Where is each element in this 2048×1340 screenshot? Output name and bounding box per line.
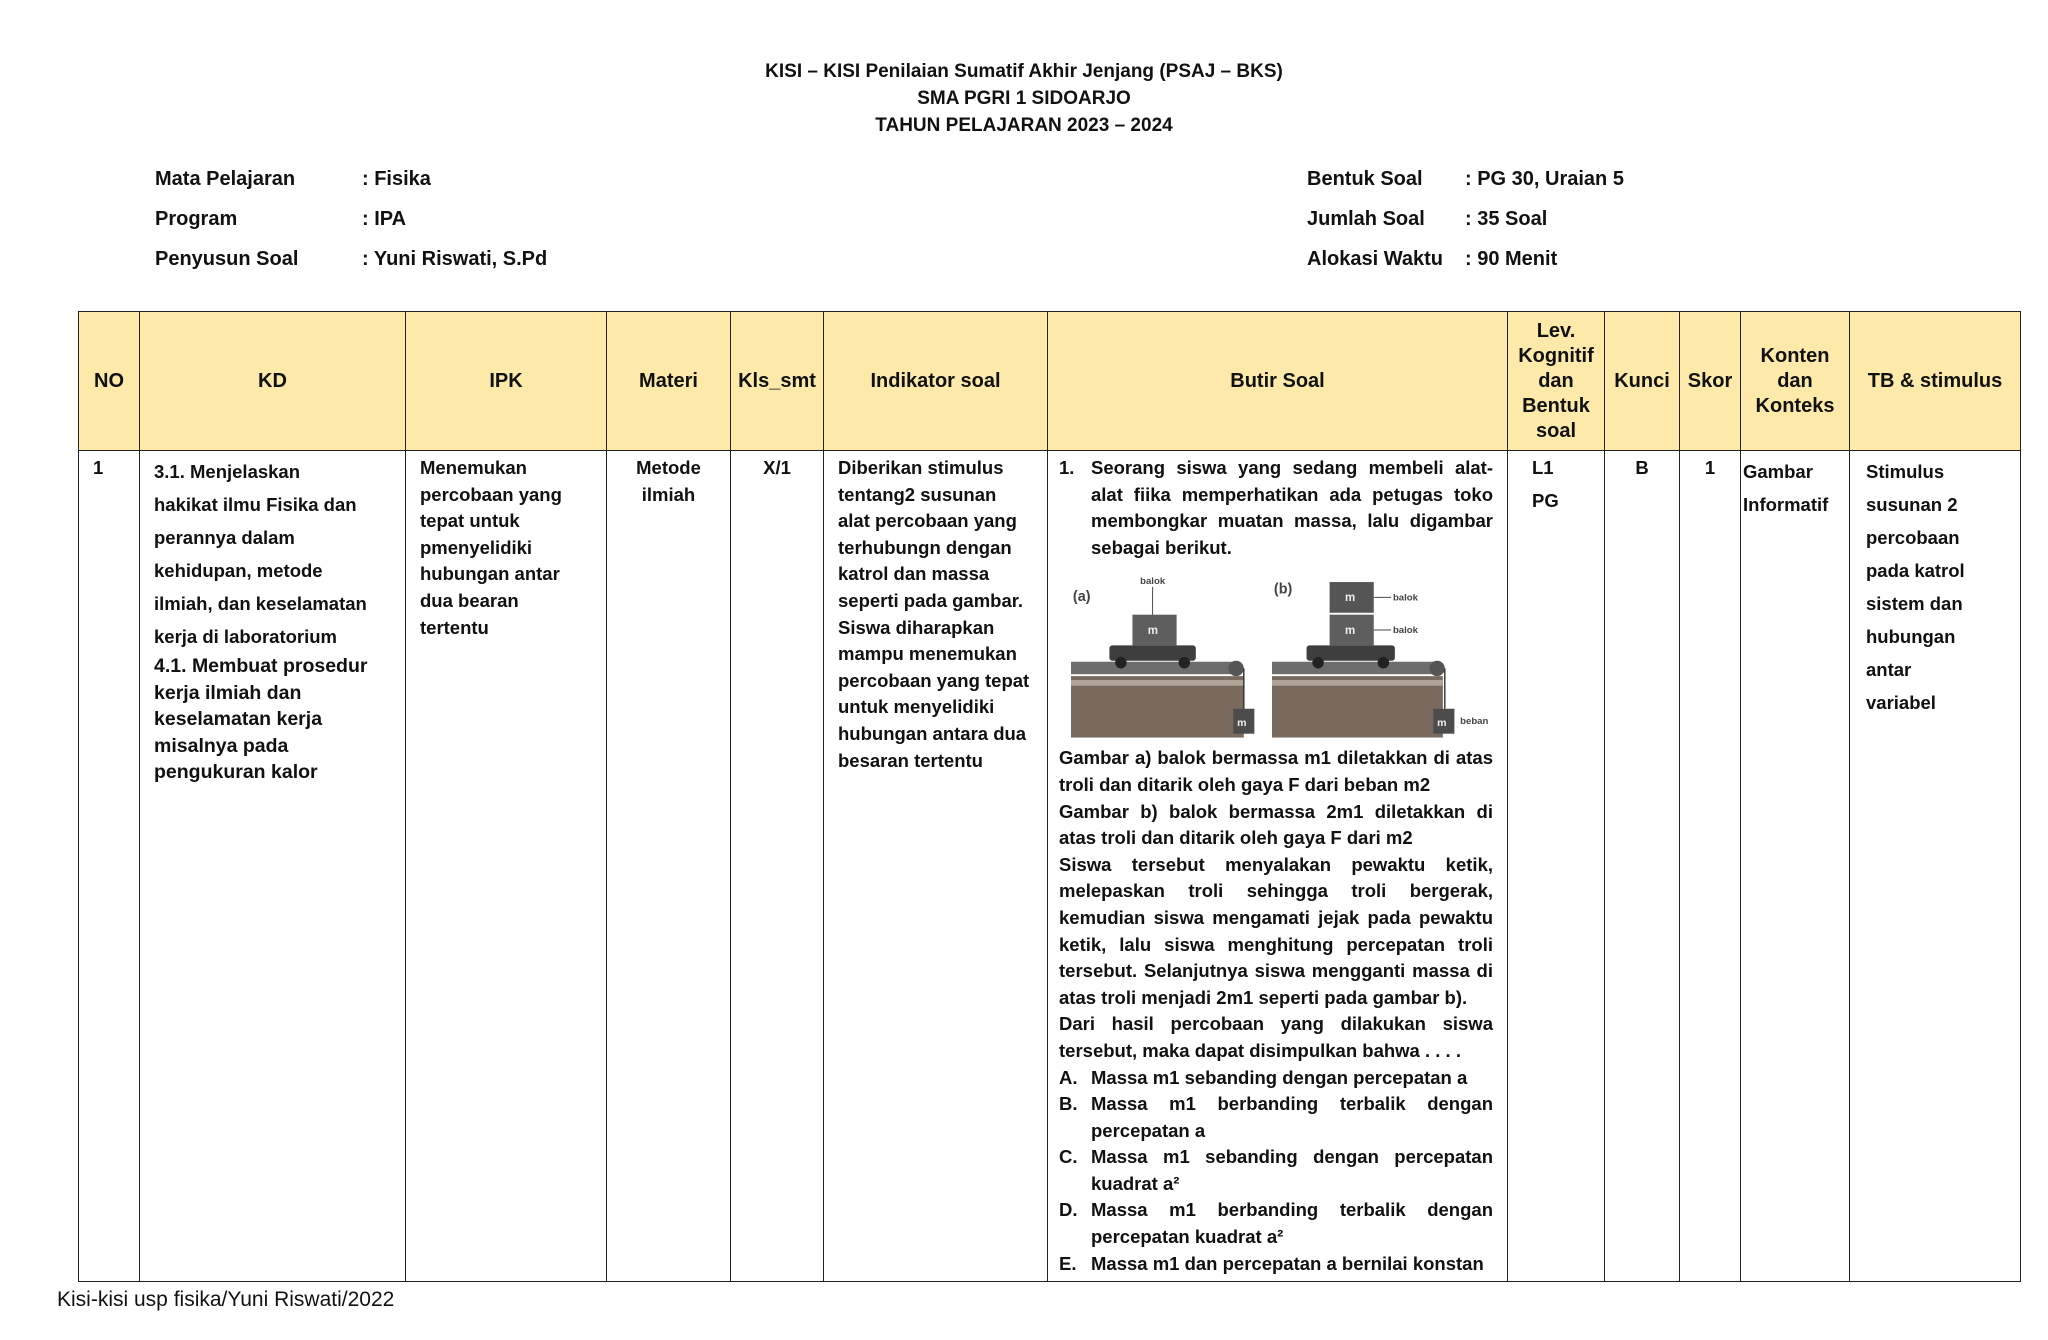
header-skor: Skor [1680,312,1741,451]
option-letter: B. [1059,1093,1078,1115]
figure-b-m1-lower-label: m [1345,625,1356,638]
kd-4-1: 4.1. Membuat prosedur kerja ilmiah dan keselamatan kerja misalnya pada pengukuran kalor [154,655,368,784]
lev-bentuk: PG [1532,489,1559,511]
figure-b-m2-label: m [1437,717,1447,730]
cell-materi: Metode ilmiah [607,451,731,1282]
question-intro-text: Seorang siswa yang sedang membeli alat-alat fiika memperhatikan ada petugas toko membongkar muatan massa, lalu digambar sebagai berikut. [1091,457,1493,558]
info-value-program: : IPA [362,208,407,230]
tb-line: sistem dan [1866,593,1963,614]
cell-kls-smt: X/1 [731,451,824,1282]
cell-no: 1 [79,451,140,1282]
figure-a [1071,569,1258,741]
header-lev-line: dan [1538,369,1574,392]
option-text: Massa m1 sebanding dengan percepatan a [1091,1066,1468,1088]
header-lev-line: Bentuk [1522,394,1590,417]
option-e [1059,1251,1493,1278]
figure-b-label: (b) [1274,581,1293,598]
caption-b: Gambar b) balok bermassa 2m1 diletakkan di atas troli dan ditarik oleh gaya F dari m2 [1059,800,1493,849]
figure-b-balok-upper-label: balok [1393,592,1419,604]
info-value-bentuk: : PG 30, Uraian 5 [1465,168,1624,190]
info-label-alokasi: Alokasi Waktu [1307,248,1443,270]
figure-a-m2-label: m [1237,717,1247,730]
option-letter: A. [1059,1066,1078,1088]
cell-kunci: B [1605,451,1680,1282]
tb-line: susunan 2 [1866,494,1958,515]
tb-line: antar [1866,659,1912,680]
table-header-row [79,312,2021,451]
cell-kd [140,451,406,1282]
header-lev-kognitif [1508,312,1605,451]
tb-line: hubungan [1866,626,1956,647]
table-row [79,451,2021,1282]
kd-line: hakikat ilmu Fisika dan [154,494,357,515]
header-ipk: IPK [406,312,607,451]
figure-b [1272,569,1493,741]
header-tb-stimulus: TB & stimulus [1850,312,2021,451]
konten-line: Gambar [1743,461,1813,482]
option-b [1059,1091,1493,1144]
option-text: Massa m1 berbanding terbalik dengan percepatan a [1091,1093,1493,1141]
question-body: Siswa tersebut menyalakan pewaktu ketik, melepaskan troli sehingga troli bergerak, kemudian siswa mengamati jejak pada pewaktu ketik, lalu siswa menghitung percepatan troli tersebut. Selanjutnya siswa mengganti massa di atas troli menjadi 2m1 seperti pada gambar b). [1059,853,1493,1008]
info-value-alokasi: : 90 Menit [1465,248,1558,270]
option-text: Massa m1 dan percepatan a bernilai konstan [1091,1252,1484,1274]
option-a [1059,1065,1493,1092]
doc-title-2: SMA PGRI 1 SIDOARJO [917,88,1131,109]
header-no: NO [79,312,140,451]
question-number: 1. [1059,457,1075,478]
info-label-jumlah: Jumlah Soal [1307,208,1425,230]
question-intro [1059,455,1493,561]
header-indikator: Indikator soal [824,312,1048,451]
figure-a-label: (a) [1072,589,1091,606]
info-value-mapel: : Fisika [362,168,431,190]
page-footer: Kisi-kisi usp fisika/Yuni Riswati/2022 [57,1288,395,1311]
kd-line: kerja di laboratorium [154,626,337,647]
figure-b-m1-upper-label: m [1345,592,1356,605]
option-d [1059,1197,1493,1250]
trolley-figure [1071,569,1493,741]
question-prompt: Dari hasil percobaan yang dilakukan siswa tersebut, maka dapat disimpulkan bahwa . . . . [1059,1013,1493,1061]
cell-butir-soal [1048,451,1508,1282]
lev-level: L1 [1532,457,1554,478]
info-label-bentuk: Bentuk Soal [1307,168,1423,190]
info-value-jumlah: : 35 Soal [1465,208,1548,230]
kisi-table [78,311,2021,1282]
konten-line: Informatif [1743,494,1829,515]
header-lev-line: Lev. [1536,319,1576,342]
figure-b-balok-lower-label: balok [1393,625,1419,637]
cell-ipk: Menemukan percobaan yang tepat untuk pmenyelidiki hubungan antar dua bearan tertentu [406,451,607,1282]
header-kls-smt: Kls_smt [731,312,824,451]
cell-konten [1741,451,1850,1282]
option-text: Massa m1 sebanding dengan percepatan kuadrat a² [1091,1146,1493,1194]
kd-line: kehidupan, metode [154,560,323,581]
header-materi: Materi [607,312,731,451]
info-label-penyusun: Penyusun Soal [155,248,299,270]
info-value-penyusun: : Yuni Riswati, S.Pd [362,248,548,270]
kd-line: 3.1. Menjelaskan [154,461,301,482]
figure-b-beban-label: beban [1460,716,1489,728]
header-kd: KD [140,312,406,451]
tb-line: variabel [1866,692,1936,713]
header-konten-line: Konteks [1755,394,1835,417]
doc-title-3: TAHUN PELAJARAN 2023 – 2024 [875,115,1173,136]
figure-a-balok-label: balok [1140,576,1166,588]
tb-line: Stimulus [1866,461,1945,482]
kd-line: perannya dalam [154,527,295,548]
header-lev-line: soal [1535,419,1577,442]
option-text: Massa m1 berbanding terbalik dengan percepatan kuadrat a² [1091,1199,1493,1248]
header-konten [1741,312,1850,451]
cell-skor: 1 [1680,451,1741,1282]
option-letter: D. [1059,1199,1078,1221]
header-butir-soal: Butir Soal [1048,312,1508,451]
option-c [1059,1144,1493,1197]
kd-line: ilmiah, dan keselamatan [154,593,367,614]
figure-a-m1-label: m [1147,625,1159,638]
caption-a: Gambar a) balok bermassa m1 diletakkan di atas troli dan ditarik oleh gaya F dari beban m2 [1059,747,1493,795]
option-letter: E. [1059,1252,1077,1274]
info-label-program: Program [155,208,238,230]
tb-line: percobaan [1866,527,1960,548]
header-konten-line: Konten dan [1760,344,1830,392]
option-letter: C. [1059,1146,1078,1168]
cell-indikator: Diberikan stimulus tentang2 susunan alat percobaan yang terhubungn dengan katrol dan massa seperti pada gambar. Siswa diharapkan mampu menemukan percobaan yang tepat untuk menyelidiki hubungan antara dua besaran tertentu [824,451,1048,1282]
header-lev-line: Kognitif [1518,344,1594,367]
doc-title-1: KISI – KISI Penilaian Sumatif Akhir Jenjang (PSAJ – BKS) [765,61,1283,82]
header-kunci: Kunci [1605,312,1680,451]
cell-lev-kognitif [1508,451,1605,1282]
cell-tb-stimulus [1850,451,2021,1282]
info-label-mapel: Mata Pelajaran [155,168,296,190]
tb-line: pada katrol [1866,560,1965,581]
